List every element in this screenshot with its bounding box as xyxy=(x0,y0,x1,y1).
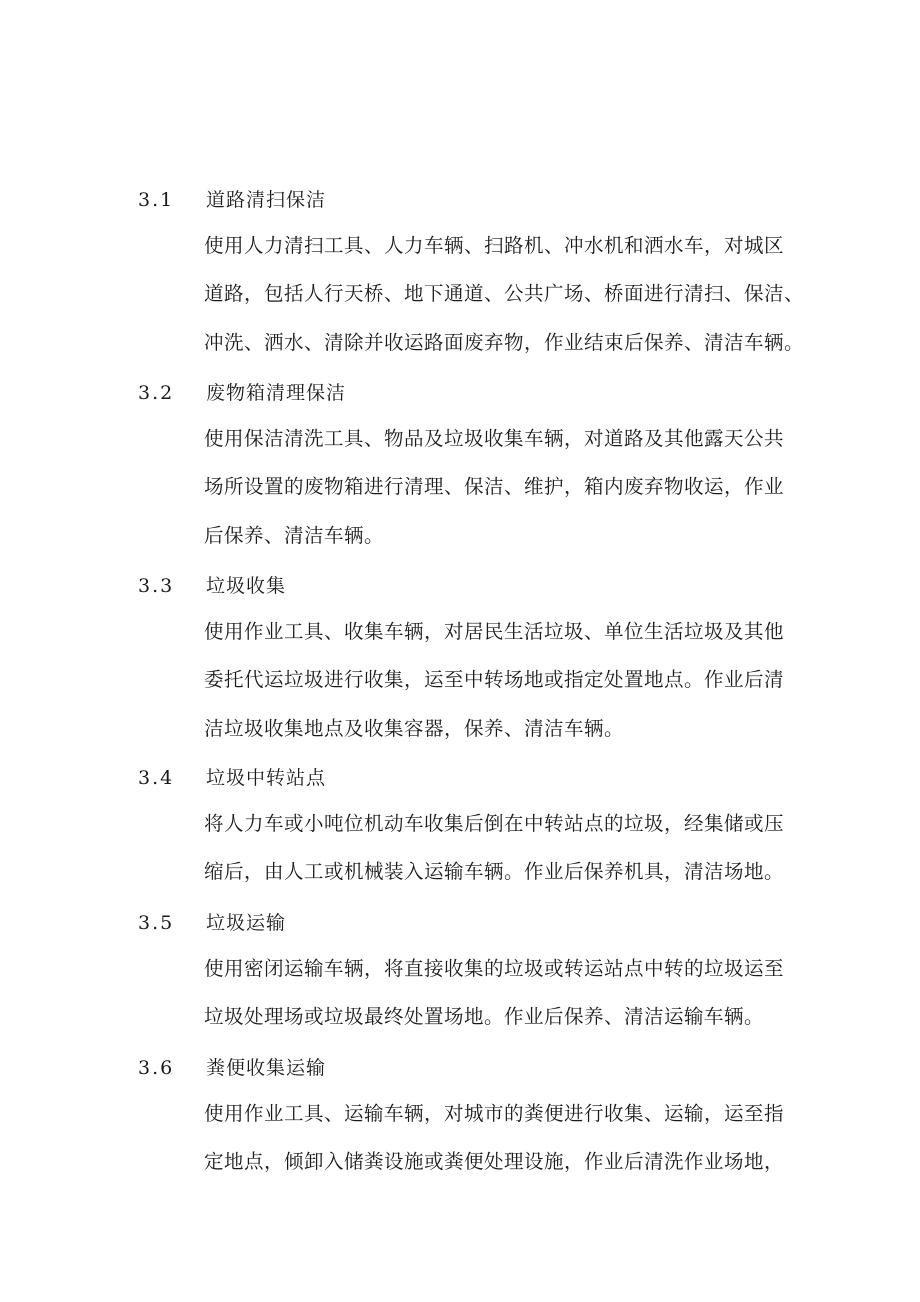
body-line: 冲洗、洒水、清除并收运路面废弃物，作业结束后保养、清洁车辆。 xyxy=(204,330,805,354)
section-body xyxy=(204,800,830,897)
section-body xyxy=(204,608,830,753)
section-heading xyxy=(0,184,920,216)
body-line: 使用密闭运输车辆，将直接收集的垃圾或转运站点中转的垃圾运至 xyxy=(204,957,785,980)
body-line: 定地点，倾卸入储粪设施或粪便处理设施，作业后清洗作业场地， xyxy=(204,1150,785,1174)
body-line: 场所设置的废物箱进行清理、保洁、维护，箱内废弃物收运，作业 xyxy=(204,475,785,499)
section-title: 废物箱清理保洁 xyxy=(206,382,347,404)
section-number: 3.4 xyxy=(138,767,175,789)
section-title: 垃圾运输 xyxy=(206,912,287,934)
body-line: 后保养、清洁车辆。 xyxy=(204,523,385,547)
body-line: 使用人力清扫工具、人力车辆、扫路机、冲水机和洒水车，对城区 xyxy=(204,234,785,257)
body-line: 洁垃圾收集地点及收集容器，保养、清洁车辆。 xyxy=(204,716,625,740)
section-body xyxy=(204,1090,830,1187)
body-line: 垃圾处理场或垃圾最终处置场地。作业后保养、清洁运输车辆。 xyxy=(204,1005,765,1029)
section-number: 3.1 xyxy=(138,189,175,211)
section-number: 3.3 xyxy=(138,575,175,597)
section-heading xyxy=(0,1052,920,1084)
body-line: 使用作业工具、运输车辆，对城市的粪便进行收集、运输，运至指 xyxy=(204,1102,785,1125)
section-heading xyxy=(0,377,920,409)
body-line: 缩后，由人工或机械装入运输车辆。作业后保养机具，清洁场地。 xyxy=(204,860,785,884)
section-heading xyxy=(0,570,920,602)
section-body xyxy=(204,945,830,1042)
body-line: 委托代运垃圾进行收集，运至中转场地或指定处置地点。作业后清 xyxy=(204,668,785,692)
section-body xyxy=(204,415,830,560)
section-number: 3.2 xyxy=(138,382,175,404)
section-heading xyxy=(0,907,920,939)
body-line: 使用保洁清洗工具、物品及垃圾收集车辆，对道路及其他露天公共 xyxy=(204,427,785,450)
section-title: 垃圾中转站点 xyxy=(206,767,327,789)
section-heading xyxy=(0,762,920,794)
section-title: 粪便收集运输 xyxy=(206,1057,327,1079)
section-title: 垃圾收集 xyxy=(206,575,287,597)
body-line: 将人力车或小吨位机动车收集后倒在中转站点的垃圾，经集储或压 xyxy=(204,812,785,835)
section-number: 3.6 xyxy=(138,1057,175,1079)
section-body xyxy=(204,222,830,367)
body-line: 使用作业工具、收集车辆，对居民生活垃圾、单位生活垃圾及其他 xyxy=(204,620,785,643)
body-line: 道路，包括人行天桥、地下通道、公共广场、桥面进行清扫、保洁、 xyxy=(204,282,805,306)
section-number: 3.5 xyxy=(138,912,175,934)
section-title: 道路清扫保洁 xyxy=(206,189,327,211)
